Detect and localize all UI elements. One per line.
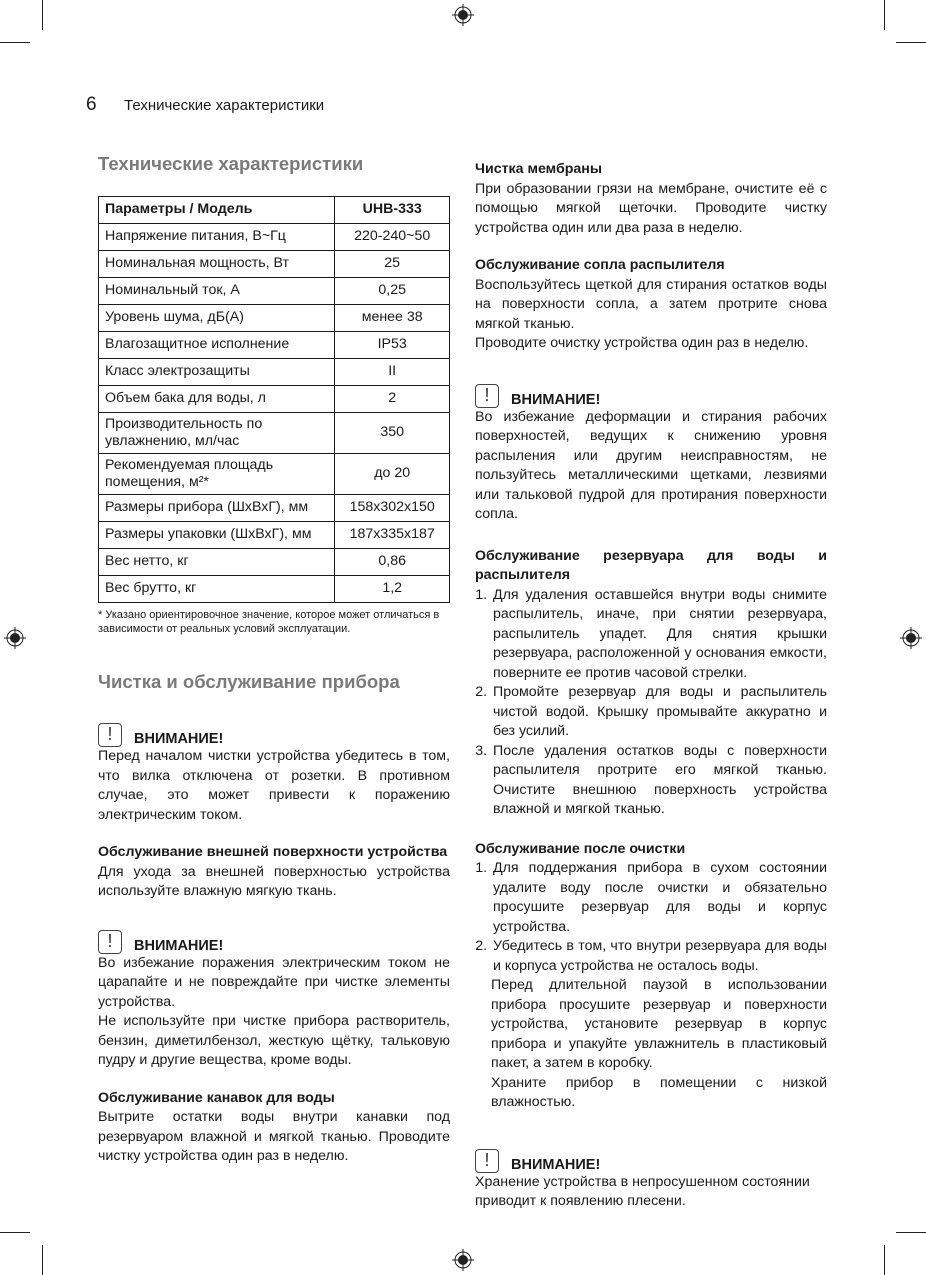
- warning-block: [475, 1147, 827, 1212]
- crop-mark-bl-v: [42, 1245, 43, 1275]
- right-column: [475, 160, 827, 1212]
- crop-mark-tr-h: [896, 42, 926, 43]
- param: Производительность по увлажнению, мл/час: [99, 412, 335, 453]
- after-title: Обслуживание после очистки: [475, 840, 686, 857]
- value: 1,2: [335, 575, 450, 602]
- header-model: UHB-333: [335, 196, 450, 223]
- grooves-text: Вытрите остатки воды внутри канавки под резервуаром влажной и мягкой тканью. Проводите чистку устройства один раз в неделю.: [98, 1109, 450, 1164]
- warning-label: ВНИМАНИЕ!: [511, 391, 601, 408]
- running-header: [86, 94, 324, 116]
- warning-block: [98, 928, 450, 1071]
- cleaning-title: Чистка и обслуживание прибора: [98, 670, 400, 692]
- table-row: [99, 521, 450, 548]
- registration-mark-right-icon: [900, 627, 922, 649]
- value: 0,86: [335, 548, 450, 575]
- registration-mark-top-icon: [452, 4, 474, 26]
- crop-mark-br-v: [884, 1245, 885, 1275]
- warning-block: [475, 382, 827, 525]
- value: 220-240~50: [335, 223, 450, 250]
- table-row: [99, 453, 450, 494]
- warning-text: Перед началом чистки устройства убедитесь в том, что вилка отключена от розетки. В противном случае, это может привести к поражению электрическим током.: [98, 748, 450, 823]
- param: Размеры упаковки (ШхВхГ), мм: [99, 521, 335, 548]
- warning-icon: !: [475, 1149, 499, 1173]
- list-item: 2. Промойте резервуар для воды и распылитель чистой водой. Крышку промывайте аккуратно и без усилий.: [491, 683, 827, 742]
- membrane-title: Чистка мембраны: [475, 161, 602, 177]
- list-item: 1. Для удаления оставшейся внутри воды снимите распылитель, иначе, при снятии резервуара, распылитель упадет. Для снятия крышки резервуара, расположенной у основания емкости, поверните ее против часовой стрелки.: [491, 586, 827, 684]
- value: менее 38: [335, 304, 450, 331]
- after-steps: [475, 859, 827, 976]
- warning-block: [98, 721, 450, 825]
- nozzle-text: Воспользуйтесь щеткой для стирания остатков воды на поверхности сопла, а затем протрите снова мягкой тканью.: [475, 276, 827, 332]
- table-row: [99, 304, 450, 331]
- table-header-row: [99, 196, 450, 223]
- param: Объем бака для воды, л: [99, 385, 335, 412]
- value: 187x335x187: [335, 521, 450, 548]
- table-row: [99, 331, 450, 358]
- exterior-text: Для ухода за внешней поверхностью устройства используйте влажную мягкую ткань.: [98, 863, 450, 899]
- table-row: [99, 494, 450, 521]
- table-row: [99, 412, 450, 453]
- value: II: [335, 358, 450, 385]
- after-note: Перед длительной паузой в использовании прибора просушите резервуар и поверхности устройства, установите резервуар в корпус прибора и упакуйте увлажнитель в пластиковый пакет, а затем в коробку.: [491, 977, 827, 1071]
- warning-label: ВНИМАНИЕ!: [134, 937, 224, 954]
- table-row: [99, 223, 450, 250]
- specs-table: [98, 196, 450, 603]
- reservoir-steps: [475, 586, 827, 820]
- param: Уровень шума, дБ(А): [99, 304, 335, 331]
- left-column: [98, 150, 450, 1167]
- value: 0,25: [335, 277, 450, 304]
- param: Напряжение питания, В~Гц: [99, 223, 335, 250]
- table-row: [99, 277, 450, 304]
- table-row: [99, 548, 450, 575]
- value: 158x302x150: [335, 494, 450, 521]
- warning-text: Во избежание поражения электрическим током не царапайте и не повреждайте при чистке элементы устройства.: [98, 954, 450, 1010]
- table-row: [99, 575, 450, 602]
- param: Рекомендуемая площадь помещения, м²*: [99, 453, 335, 494]
- crop-mark-br-h: [896, 1232, 926, 1233]
- running-title: Технические характеристики: [124, 97, 325, 114]
- value: до 20: [335, 453, 450, 494]
- warning-icon: !: [98, 723, 122, 747]
- warning-icon: !: [98, 930, 122, 954]
- list-item: 1. Для поддержания прибора в сухом состоянии удалите воду после очистки и обязательно просушите резервуар для воды и корпус устройства.: [491, 859, 827, 937]
- warning-text: Хранение устройства в непросушенном состоянии приводит к появлению плесени.: [475, 1173, 810, 1209]
- warning-text: Не используйте при чистке прибора растворитель, бензин, диметилбензол, жесткую щётку, тальковую пудру и другие вещества, кроме воды.: [98, 1013, 450, 1068]
- nozzle-title: Обслуживание сопла распылителя: [475, 257, 725, 273]
- grooves-title: Обслуживание канавок для воды: [98, 1089, 335, 1106]
- crop-mark-tl-v: [42, 0, 43, 30]
- exterior-title: Обслуживание внешней поверхности устройства: [98, 844, 448, 860]
- reservoir-title: Обслуживание резервуара для воды и распылителя: [475, 547, 827, 583]
- page-number: 6: [86, 94, 97, 115]
- list-item: 3. После удаления остатков воды с поверхности распылителя протрите его мягкой тканью. Очистите внешнюю поверхность устройства влажной и мягкой тканью.: [491, 742, 827, 820]
- after-note: Храните прибор в помещении с низкой влажностью.: [491, 1074, 827, 1110]
- warning-label: ВНИМАНИЕ!: [134, 731, 224, 747]
- header-parameter: Параметры / Модель: [99, 196, 335, 223]
- warning-label: ВНИМАНИЕ!: [511, 1156, 601, 1173]
- table-row: [99, 250, 450, 277]
- specs-title: Технические характеристики: [98, 153, 364, 174]
- specs-footnote: * Указано ориентировочное значение, которое может отличаться в зависимости от реальных условий эксплуатации.: [98, 608, 440, 635]
- value: 350: [335, 412, 450, 453]
- registration-mark-left-icon: [4, 627, 26, 649]
- value: 25: [335, 250, 450, 277]
- list-item: 2. Убедитесь в том, что внутри резервуара для воды и корпуса устройства не осталось воды.: [491, 937, 827, 976]
- value: 2: [335, 385, 450, 412]
- membrane-text: При образовании грязи на мембране, очистите её с помощью мягкой щеточки. Проводите чистку устройства один или два раза в неделю.: [475, 180, 827, 236]
- warning-text: Во избежание деформации и стирания рабочих поверхностей, ведущих к снижению уровня распыления или другим неисправностям, не пользуйтесь металлическими щетками, лезвиями или тальковой пудрой для протирания поверхности сопла.: [475, 408, 827, 522]
- param: Номинальная мощность, Вт: [99, 250, 335, 277]
- crop-mark-bl-h: [0, 1232, 30, 1233]
- crop-mark-tr-v: [884, 0, 885, 30]
- registration-mark-bottom-icon: [452, 1249, 474, 1271]
- nozzle-text: Проводите очистку устройства один раз в неделю.: [475, 335, 809, 351]
- table-row: [99, 385, 450, 412]
- crop-mark-tl-h: [0, 42, 30, 43]
- param: Класс электрозащиты: [99, 358, 335, 385]
- param: Номинальный ток, А: [99, 277, 335, 304]
- param: Размеры прибора (ШхВхГ), мм: [99, 494, 335, 521]
- table-row: [99, 358, 450, 385]
- param: Вес нетто, кг: [99, 548, 335, 575]
- warning-icon: !: [475, 384, 499, 408]
- value: IP53: [335, 331, 450, 358]
- param: Влагозащитное исполнение: [99, 331, 335, 358]
- param: Вес брутто, кг: [99, 575, 335, 602]
